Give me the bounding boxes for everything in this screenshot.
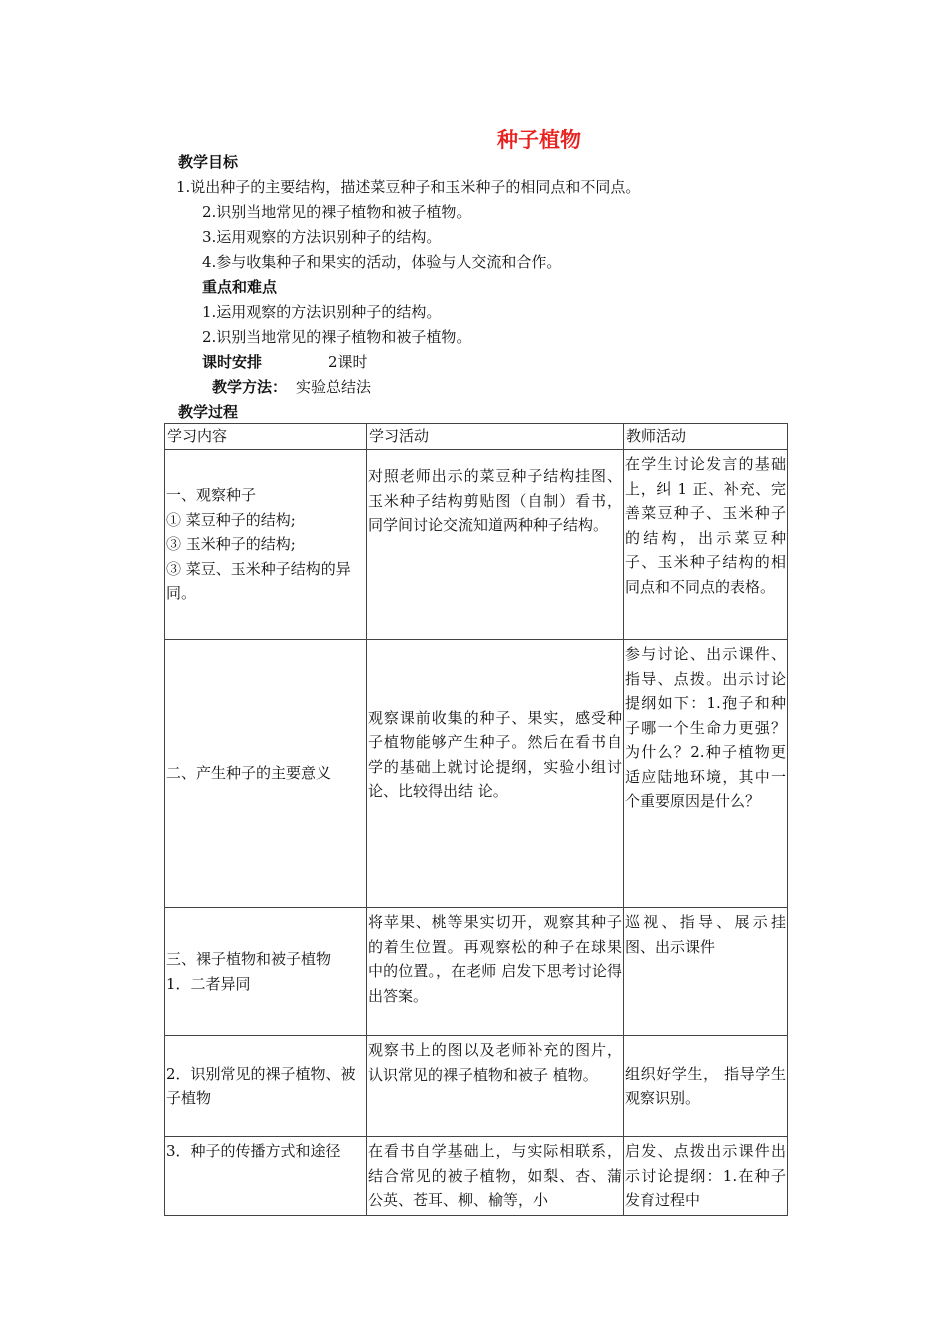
table-row (165, 450, 788, 640)
cell-content (165, 1036, 367, 1137)
header-activity: 学习活动 (367, 424, 624, 450)
cell-teacher: 组织好学生， 指导学生观察识别。 (624, 1036, 788, 1137)
content-line: 二、产生种子的主要意义 (166, 764, 332, 783)
schedule-label: 课时安排 (202, 353, 263, 371)
schedule-value: 2课时 (328, 353, 368, 371)
content-line: 三、裸子植物和被子植物 (166, 950, 332, 968)
cell-activity: 对照老师出示的菜豆种子结构挂图、玉米种子结构剪贴图（自制）看书，同学间讨论交流知道两种种子结构。 (367, 450, 624, 640)
method-value: 实验总结法 (296, 378, 372, 396)
cell-content (165, 640, 367, 908)
content-line: 一、观察种子 (166, 486, 257, 505)
table-row (165, 908, 788, 1036)
method-label: 教学方法： (212, 378, 288, 396)
cell-teacher: 启发、点拨出示课件出示讨论提纲：1.在种子发育过程中 (624, 1137, 788, 1216)
cell-content (165, 450, 367, 640)
keypoint-item-1: 1.运用观察的方法识别种子的结构。 (202, 303, 442, 321)
cell-content (165, 908, 367, 1036)
teaching-process-table (164, 423, 788, 1216)
document-title: 种子植物 (497, 128, 581, 152)
table-header-row (165, 424, 788, 450)
content-line: ③ 玉米种子的结构; (166, 535, 296, 554)
cell-activity: 将苹果、桃等果实切开，观察其种子的着生位置。再观察松的种子在球果中的位置。，在老师 启发下思考讨论得出答案。 (367, 908, 624, 1036)
header-content: 学习内容 (165, 424, 367, 450)
keypoints-heading: 重点和难点 (202, 278, 278, 296)
objective-item-2: 2.识别当地常见的裸子植物和被子植物。 (202, 203, 472, 221)
objectives-heading: 教学目标 (178, 153, 239, 171)
table-row (165, 640, 788, 908)
cell-activity: 观察书上的图以及老师补充的图片，认识常见的裸子植物和被子 植物。 (367, 1036, 624, 1137)
table-row (165, 1137, 788, 1216)
header-teacher: 教师活动 (624, 424, 788, 450)
content-line: 2．识别常见的裸子植物、被子植物 (166, 1064, 356, 1107)
objective-item-1: 1.说出种子的主要结构，描述菜豆种子和玉米种子的相同点和不同点。 (176, 178, 641, 196)
objective-item-3: 3.运用观察的方法识别种子的结构。 (202, 228, 442, 246)
cell-activity: 观察课前收集的种子、果实，感受种子植物能够产生种子。然后在看书自学的基础上就讨论提纲，实验小组讨论、比较得出结 论。 (367, 640, 624, 908)
content-line: 3．种子的传播方式和途径 (166, 1142, 341, 1160)
keypoint-item-2: 2.识别当地常见的裸子植物和被子植物。 (202, 328, 472, 346)
content-line: ③ 菜豆、玉米种子结构的异同。 (166, 559, 351, 603)
process-heading: 教学过程 (178, 403, 239, 421)
cell-activity: 在看书自学基础上，与实际相联系，结合常见的被子植物，如梨、杏、蒲公英、苍耳、柳、榆等，小 (367, 1137, 624, 1216)
cell-content (165, 1137, 367, 1216)
cell-teacher: 巡视、指导、展示挂图、出示课件 (624, 908, 788, 1036)
content-line: ① 菜豆种子的结构; (166, 510, 296, 529)
table-row (165, 1036, 788, 1137)
cell-teacher: 参与讨论、出示课件、指导、点拨。出示讨论提纲如下：1.孢子和种子哪一个生命力更强？为什么？2.种子植物更适应陆地环境，其中一个重要原因是什么？ (624, 640, 788, 908)
cell-teacher: 在学生讨论发言的基础上，纠 1 正、补充、完善菜豆种子、玉米种子的结构，出示菜豆种子、玉米种子结构的相同点和不同点的表格。 (624, 450, 788, 640)
content-line: 1．二者异同 (166, 974, 251, 993)
objective-item-4: 4.参与收集种子和果实的活动，体验与人交流和合作。 (202, 253, 562, 271)
